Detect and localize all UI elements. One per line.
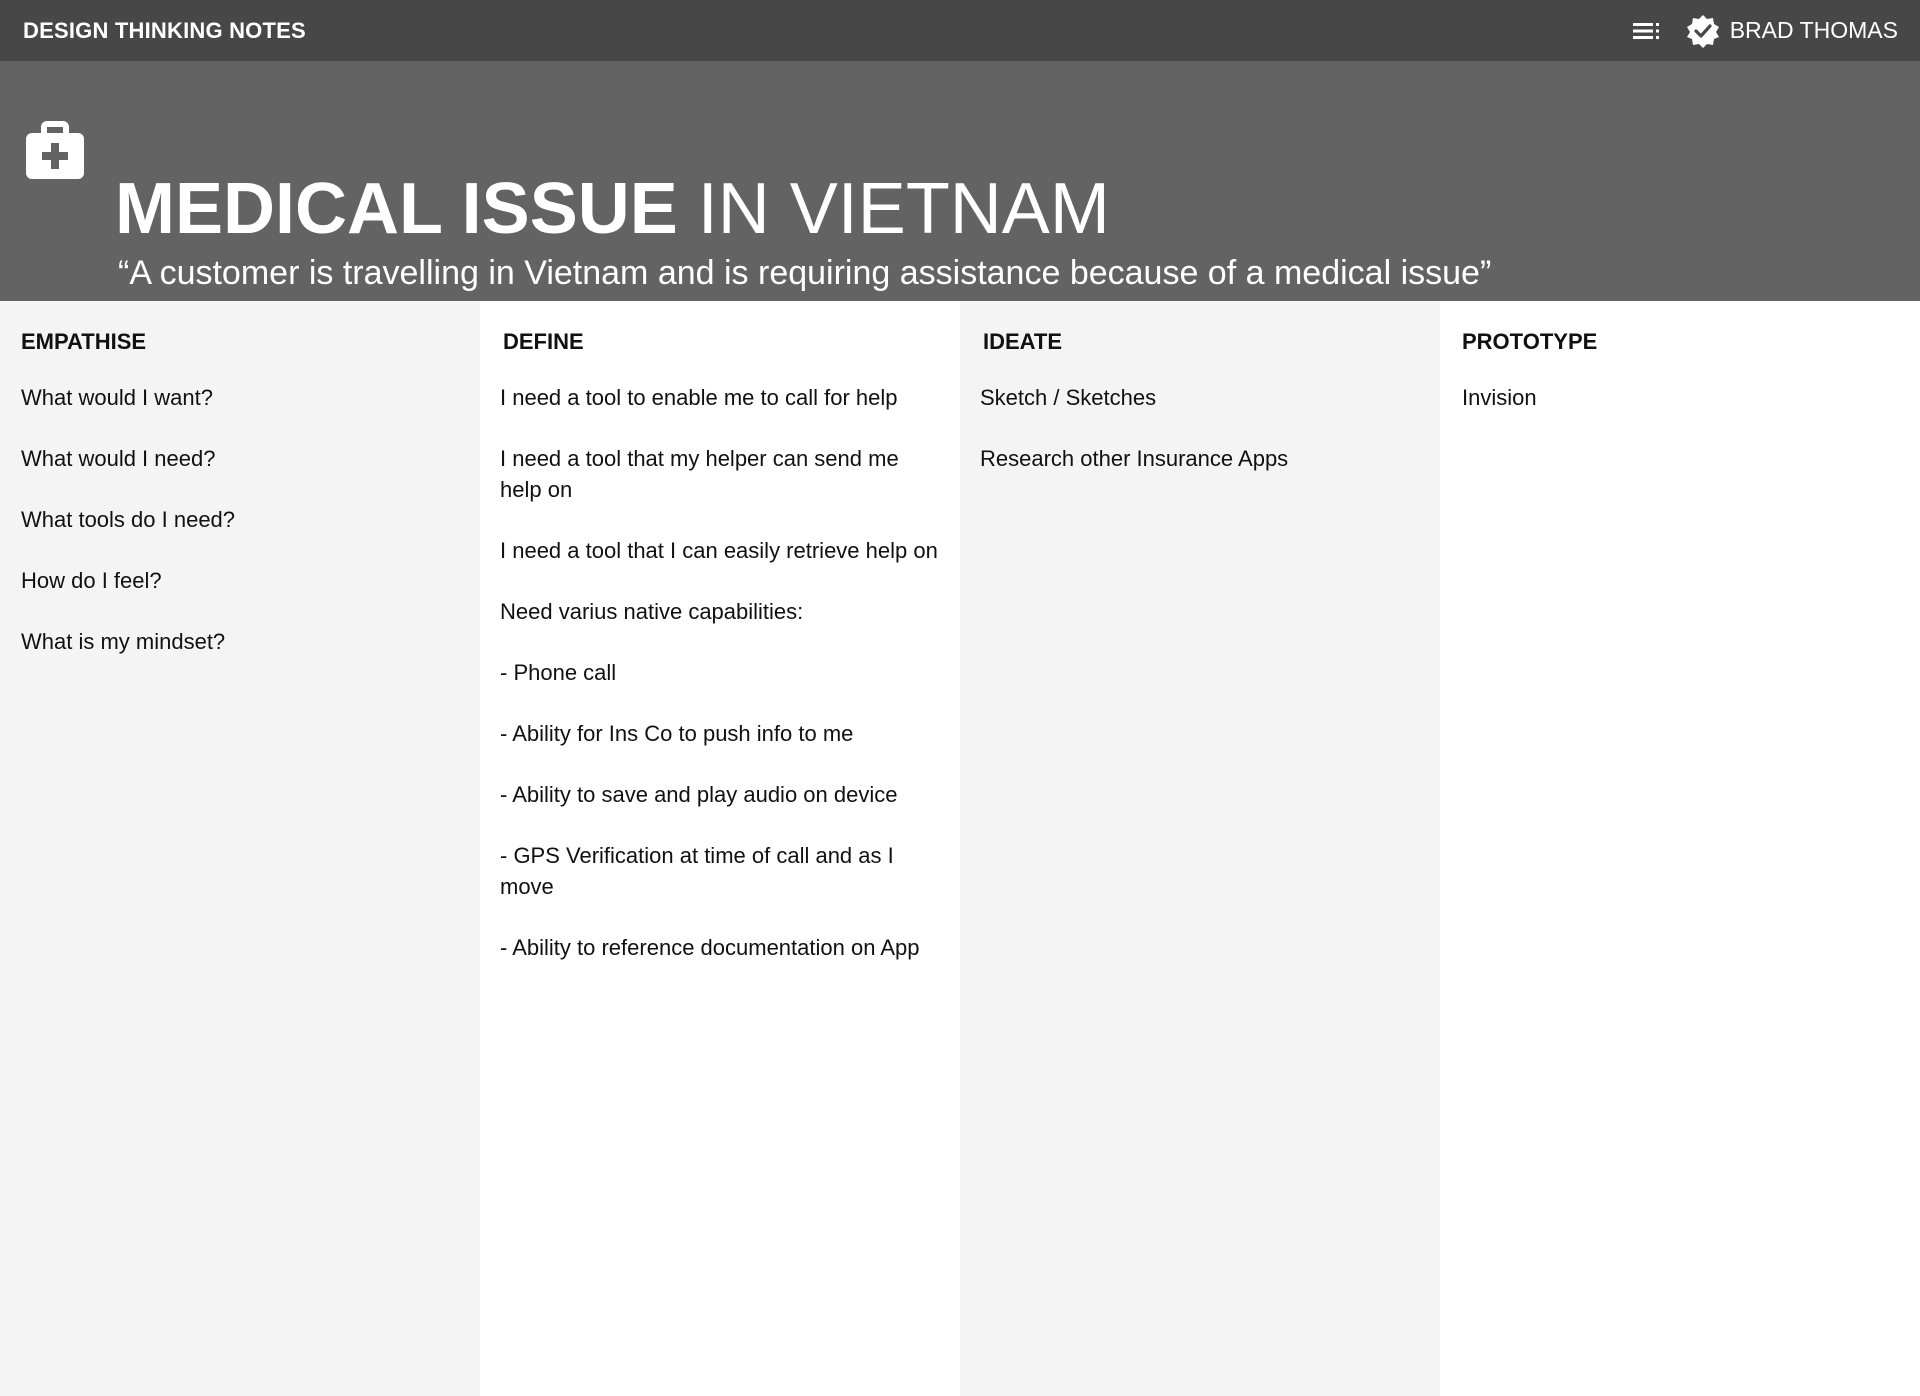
column-prototype [1440,301,1920,1396]
note-item[interactable]: I need a tool that my helper can send me help on [500,446,899,502]
verified-badge-icon [1686,14,1720,48]
note-item[interactable]: - Ability to reference documentation on App [500,935,920,960]
note-item[interactable]: Invision [1462,385,1537,410]
hero-banner [0,61,1920,301]
page-title-light: IN VIETNAM [697,169,1110,249]
page-title [115,169,1110,249]
note-item[interactable]: I need a tool to enable me to call for help [500,385,898,410]
column-title: PROTOTYPE [1462,329,1598,354]
column-title: IDEATE [983,329,1063,354]
note-item[interactable]: - Ability to save and play audio on device [500,782,898,807]
note-item[interactable]: How do I feel? [21,568,162,593]
column-ideate [960,301,1440,1396]
medical-kit-icon [24,121,86,183]
list-icon[interactable] [1632,19,1662,43]
note-item[interactable]: I need a tool that I can easily retrieve help on [500,538,938,563]
note-item[interactable]: Sketch / Sketches [980,385,1157,410]
page-title-bold: MEDICAL ISSUE [115,169,678,249]
column-define [480,301,960,1396]
note-item[interactable]: Need varius native capabilities: [500,599,804,624]
note-item[interactable]: - GPS Verification at time of call and as I move [500,843,894,899]
board-columns [0,301,1920,1396]
note-item[interactable]: What would I need? [21,446,216,471]
column-empathise [0,301,480,1396]
app-title: DESIGN THINKING NOTES [23,17,306,43]
note-item[interactable]: What tools do I need? [21,507,236,532]
top-bar-actions [1632,14,1898,48]
column-title: EMPATHISE [21,329,147,354]
note-item[interactable]: - Phone call [500,660,617,685]
note-item[interactable]: What would I want? [21,385,213,410]
column-title: DEFINE [503,329,584,354]
page-subtitle: “A customer is travelling in Vietnam and is requiring assistance because of a medical issue” [118,254,1492,292]
user-name[interactable]: BRAD THOMAS [1729,17,1898,43]
top-bar [0,0,1920,61]
note-item[interactable]: - Ability for Ins Co to push info to me [500,721,854,746]
note-item[interactable]: Research other Insurance Apps [980,446,1289,471]
note-item[interactable]: What is my mindset? [21,629,226,654]
